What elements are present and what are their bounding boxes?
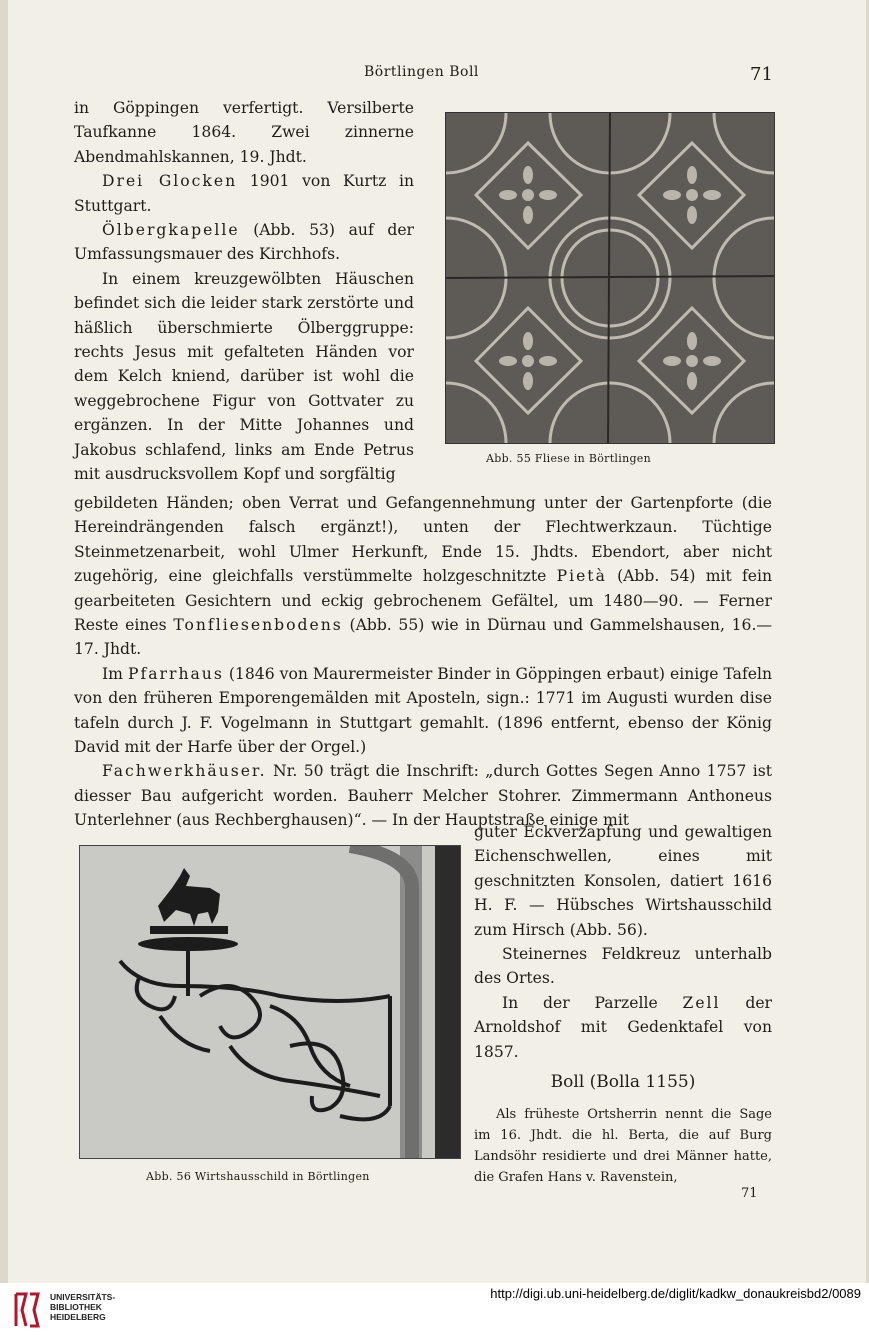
zell-lead: Zell: [682, 993, 721, 1012]
glocken-rest: 1901 von Kurtz in Stuttgart.: [74, 172, 414, 215]
fachwerk-rest: Nr. 50 trägt die Inschrift: „durch Gottes Segen Anno 1757 ist diesser Bau aufgericht worden. Bauherr Melcher Stohrer. Zimmermann Anthoneus Unterlehner (aus Rechberghausen)“. — In der Hauptstraße einige mit: [74, 762, 772, 830]
inn-sign-image: [80, 846, 460, 1158]
running-header-title: Börtlingen Boll: [364, 64, 479, 80]
paragraph-steinmetzenarbeit: [74, 491, 772, 662]
figure-56-caption: Abb. 56 Wirtshausschild in Börtlingen: [146, 1170, 370, 1183]
tonfliesenboden-term: Tonfliesenbodens: [173, 616, 343, 635]
paragraph-glocken: [74, 169, 414, 218]
glocken-lead: Drei Glocken: [102, 172, 238, 191]
figure-55-tile-photo: [445, 112, 775, 444]
pfarrhaus-rest: (1846 von Maurermeister Binder in Göppingen erbaut) einige Tafeln von den früheren Emporengemälden mit Aposteln, sign.: 1771 im Augusti wurden dise tafeln durch J. F. Vogelmann in Stuttgart gemahlt. (1896 entfernt, ebenso der König David mit der Harfe über der Orgel.): [74, 664, 772, 757]
paragraph-pfarrhaus: [74, 662, 772, 760]
paragraph-eckverzapfung: guter Eckverzapfung und gewaltigen Eichenschwellen, eines mit geschnitzten Konsolen, datiert 1616 H. F. — Hübsches Wirtshausschild zum Hirsch (Abb. 56).: [474, 823, 772, 939]
steinmetz-text-a: gebildeten Händen; oben Verrat und Gefangennehmung unter der Gartenpforte (die Hereindrängenden falsch ergänzt!), unten der Flechtwerkzaun. Tüchtige Steinmetzenarbeit, wohl Ulmer Herkunft, Ende 15. Jhdts. Ebendort, aber nicht zugehörig, eine gleichfalls verstümmelte holzgeschnitzte: [74, 494, 772, 586]
paragraph-feldkreuz: Steinernes Feldkreuz unterhalb des Ortes.: [474, 945, 772, 988]
zell-pre: In der Parzelle: [502, 993, 683, 1012]
paragraph-boll-intro: Als früheste Ortsherrin nennt die Sage im 16. Jhdt. die hl. Berta, die auf Burg Landsöhr residierte und drei Männer hatte, die Grafen Hans v. Ravenstein,: [474, 1107, 772, 1185]
paragraph-oelbergkapelle: [74, 218, 414, 267]
section-heading-boll: Boll (Bolla 1155): [550, 1072, 696, 1092]
paragraph-zell: [474, 991, 772, 1064]
figure-55-caption: Abb. 55 Fliese in Börtlingen: [486, 452, 651, 465]
wide-body-text: [74, 491, 772, 833]
university-library-logo-icon: [10, 1290, 44, 1330]
right-column-text: [474, 820, 772, 1064]
oelbergkapelle-lead: Ölbergkapelle: [102, 221, 240, 240]
figure-56-inn-sign-photo: [79, 845, 461, 1159]
pfarrhaus-pre: Im: [102, 664, 128, 683]
library-name-line-2: BIBLIOTHEK: [50, 1302, 102, 1312]
library-name-line-3: HEIDELBERG: [50, 1312, 106, 1322]
pieta-term: Pietà: [556, 567, 607, 586]
library-name: [50, 1292, 115, 1322]
steinmetz-text-b: (Abb. 54) mit fein gearbeiteten Gesichtern und eckig gebrochenem Gefältel, um 1480—90. — Ferner Reste eines: [74, 567, 773, 635]
oelbergkapelle-rest: (Abb. 53) auf der Umfassungsmauer des Kirchhofs.: [74, 221, 414, 264]
tile-pattern-image: [446, 113, 774, 443]
page-number-footer: 71: [741, 1186, 758, 1201]
steinmetz-text-c: (Abb. 55) wie in Dürnau und Gammelshausen, 16.—17. Jhdt.: [74, 616, 772, 659]
paragraph-oelberggruppe: In einem kreuzgewölbten Häuschen befindet sich die leider stark zerstörte und häßlich überschmierte Ölberggruppe: rechts Jesus mit gefalteten Händen vor dem Kelch kniend, darüber ist wohl die weggebrochene Figur von Gottvater zu ergänzen. In der Mitte Johannes und Jakobus schlafend, links am Ende Petrus mit ausdrucksvollem Kopf und sorgfältig: [74, 269, 414, 484]
left-column-text: [74, 96, 414, 487]
page-number-header: 71: [750, 64, 773, 85]
source-url-link[interactable]: http://digi.ub.uni-heidelberg.de/diglit/kadkw_donaukreisbd2/0089: [490, 1286, 861, 1301]
zell-rest: der Arnoldshof mit Gedenktafel von 1857.: [474, 993, 773, 1061]
pfarrhaus-lead: Pfarrhaus: [127, 664, 224, 683]
library-name-line-1: UNIVERSITÄTS-: [50, 1292, 116, 1302]
paragraph-taufkanne: in Göppingen verfertigt. Versilberte Taufkanne 1864. Zwei zinnerne Abendmahlskannen, 19. Jhdt.: [74, 99, 414, 166]
fachwerk-lead: Fachwerkhäuser.: [102, 762, 267, 781]
book-page: [8, 0, 866, 1283]
